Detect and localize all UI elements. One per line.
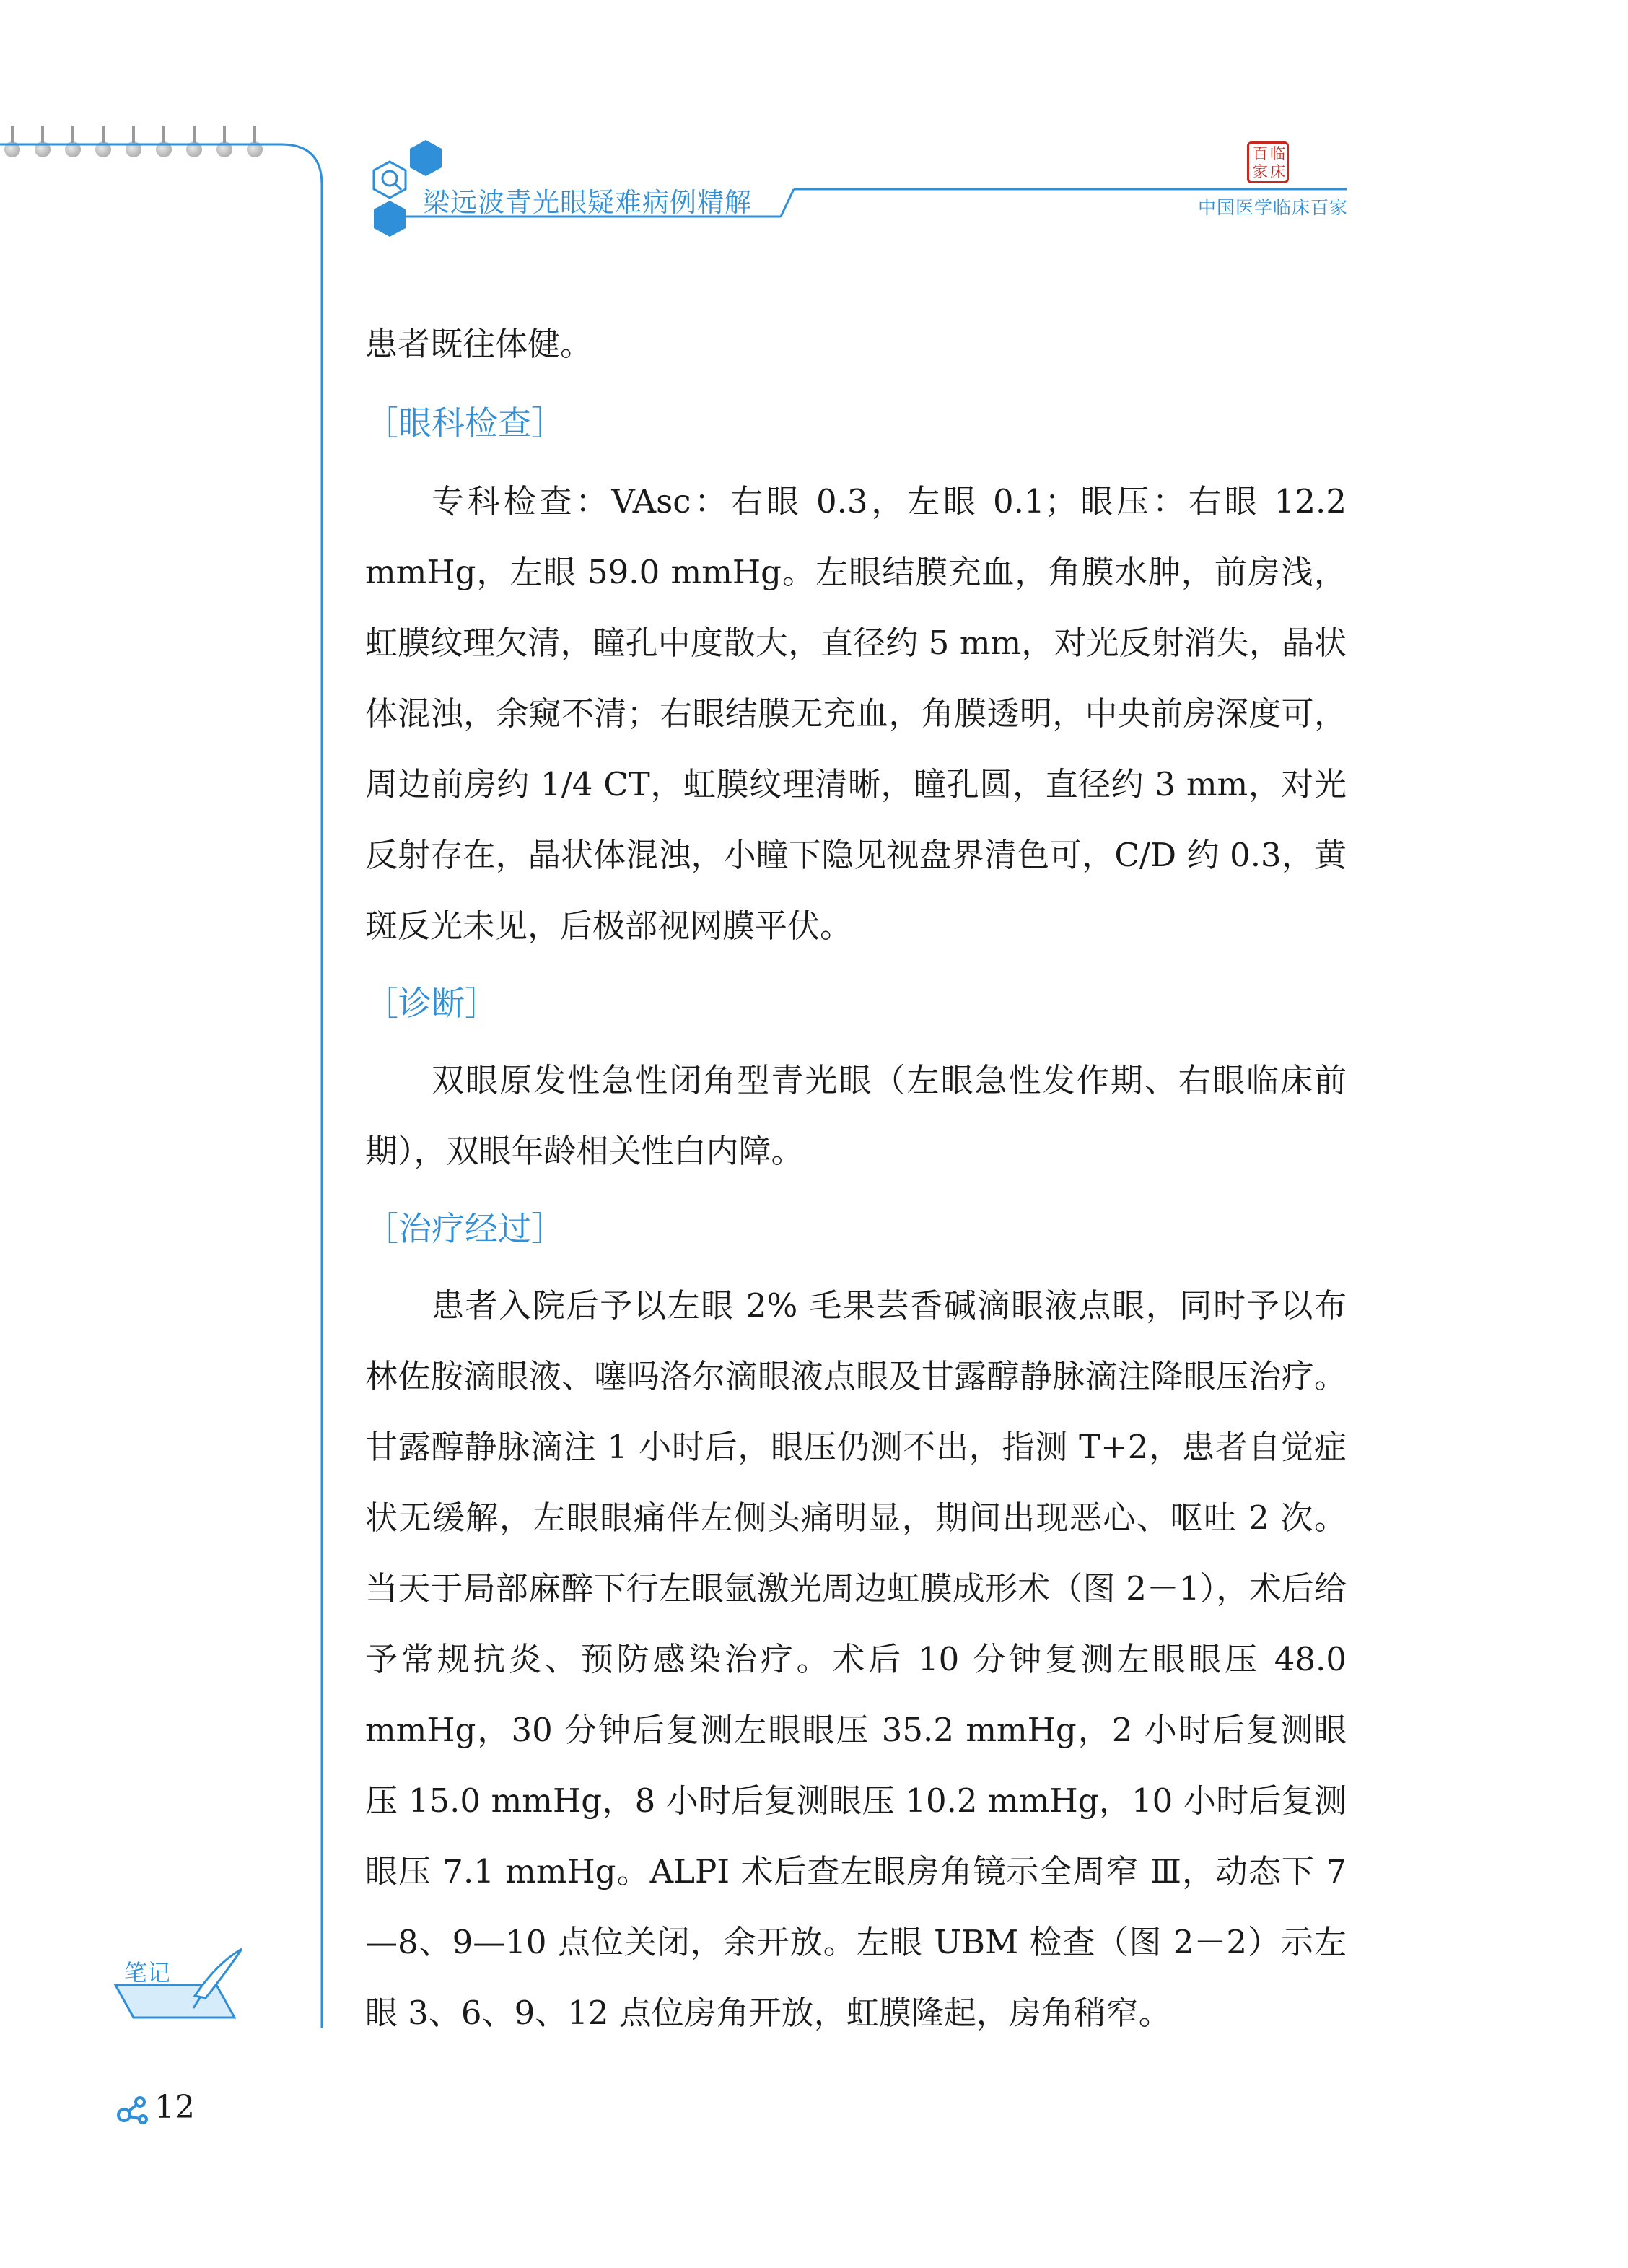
seal-char: 床 [1270, 163, 1285, 180]
molecule-icon [115, 2093, 152, 2127]
notes-label: 笔记 [124, 1959, 171, 1986]
book-title: 梁远波青光眼疑难病例精解 [423, 187, 752, 218]
treatment-paragraph: 患者入院后予以左眼 2% 毛果芸香碱滴眼液点眼，同时予以布林佐胺滴眼液、噻吗洛尔滴眼液点眼及甘露醇静脉滴注降眼压治疗。甘露醇静脉滴注 1 小时后，眼压仍测不出，指测 T+2，患者自觉症状无缓解，左眼眼痛伴左侧头痛明显，期间出现恶心、呕吐 2 次。当天于局部麻醉下行左眼氩激光周边虹膜成形术（图 2－1），术后给予常规抗炎、预防感染治疗。术后 10 分钟复测左眼眼压 48.0 mmHg，30 分钟后复测左眼眼压 35.2 mmHg，2 小时后复测眼压 15.0 mmHg，8 小时后复测眼压 10.2 mmHg，10 小时后复测眼压 7.1 mmHg。ALPI 术后查左眼房角镜示全周窄 Ⅲ，动态下 7—8、9—10 点位关闭，余开放。左眼 UBM 检查（图 2－2）示左眼 3、6、9、12 点位房角开放，虹膜隆起，房角稍窄。 [365, 1286, 1347, 2032]
history-paragraph: 患者既往体健。 [365, 325, 593, 363]
page-number: 12 [154, 2089, 195, 2126]
seal-char: 百 [1253, 145, 1268, 162]
series-seal-logo [1247, 141, 1289, 183]
series-name: 中国医学临床百家 [1198, 197, 1349, 218]
seal-char: 家 [1253, 163, 1268, 180]
section-heading-treatment: ［治疗经过］ [365, 1209, 564, 1248]
diagnosis-paragraph: 双眼原发性急性闭角型青光眼（左眼急性发作期、右眼临床前期），双眼年龄相关性白内障。 [365, 1061, 1347, 1170]
exam-paragraph: 专科检查：VAsc：右眼 0.3，左眼 0.1；眼压：右眼 12.2 mmHg，左眼 59.0 mmHg。左眼结膜充血，角膜水肿，前房浅，虹膜纹理欠清，瞳孔中度散大，直径约 5 mm，对光反射消失，晶状体混浊，余窥不清；右眼结膜无充血，角膜透明，中央前房深度可，周边前房约 1/4 CT，虹膜纹理清晰，瞳孔圆，直径约 3 mm，对光反射存在，晶状体混浊，小瞳下隐见视盘界清色可，C/D 约 0.3，黄斑反光未见，后极部视网膜平伏。 [365, 482, 1347, 945]
section-heading-exam: ［眼科检查］ [365, 404, 564, 442]
section-heading-diagnosis: ［诊断］ [365, 984, 498, 1023]
seal-char: 临 [1270, 145, 1285, 162]
